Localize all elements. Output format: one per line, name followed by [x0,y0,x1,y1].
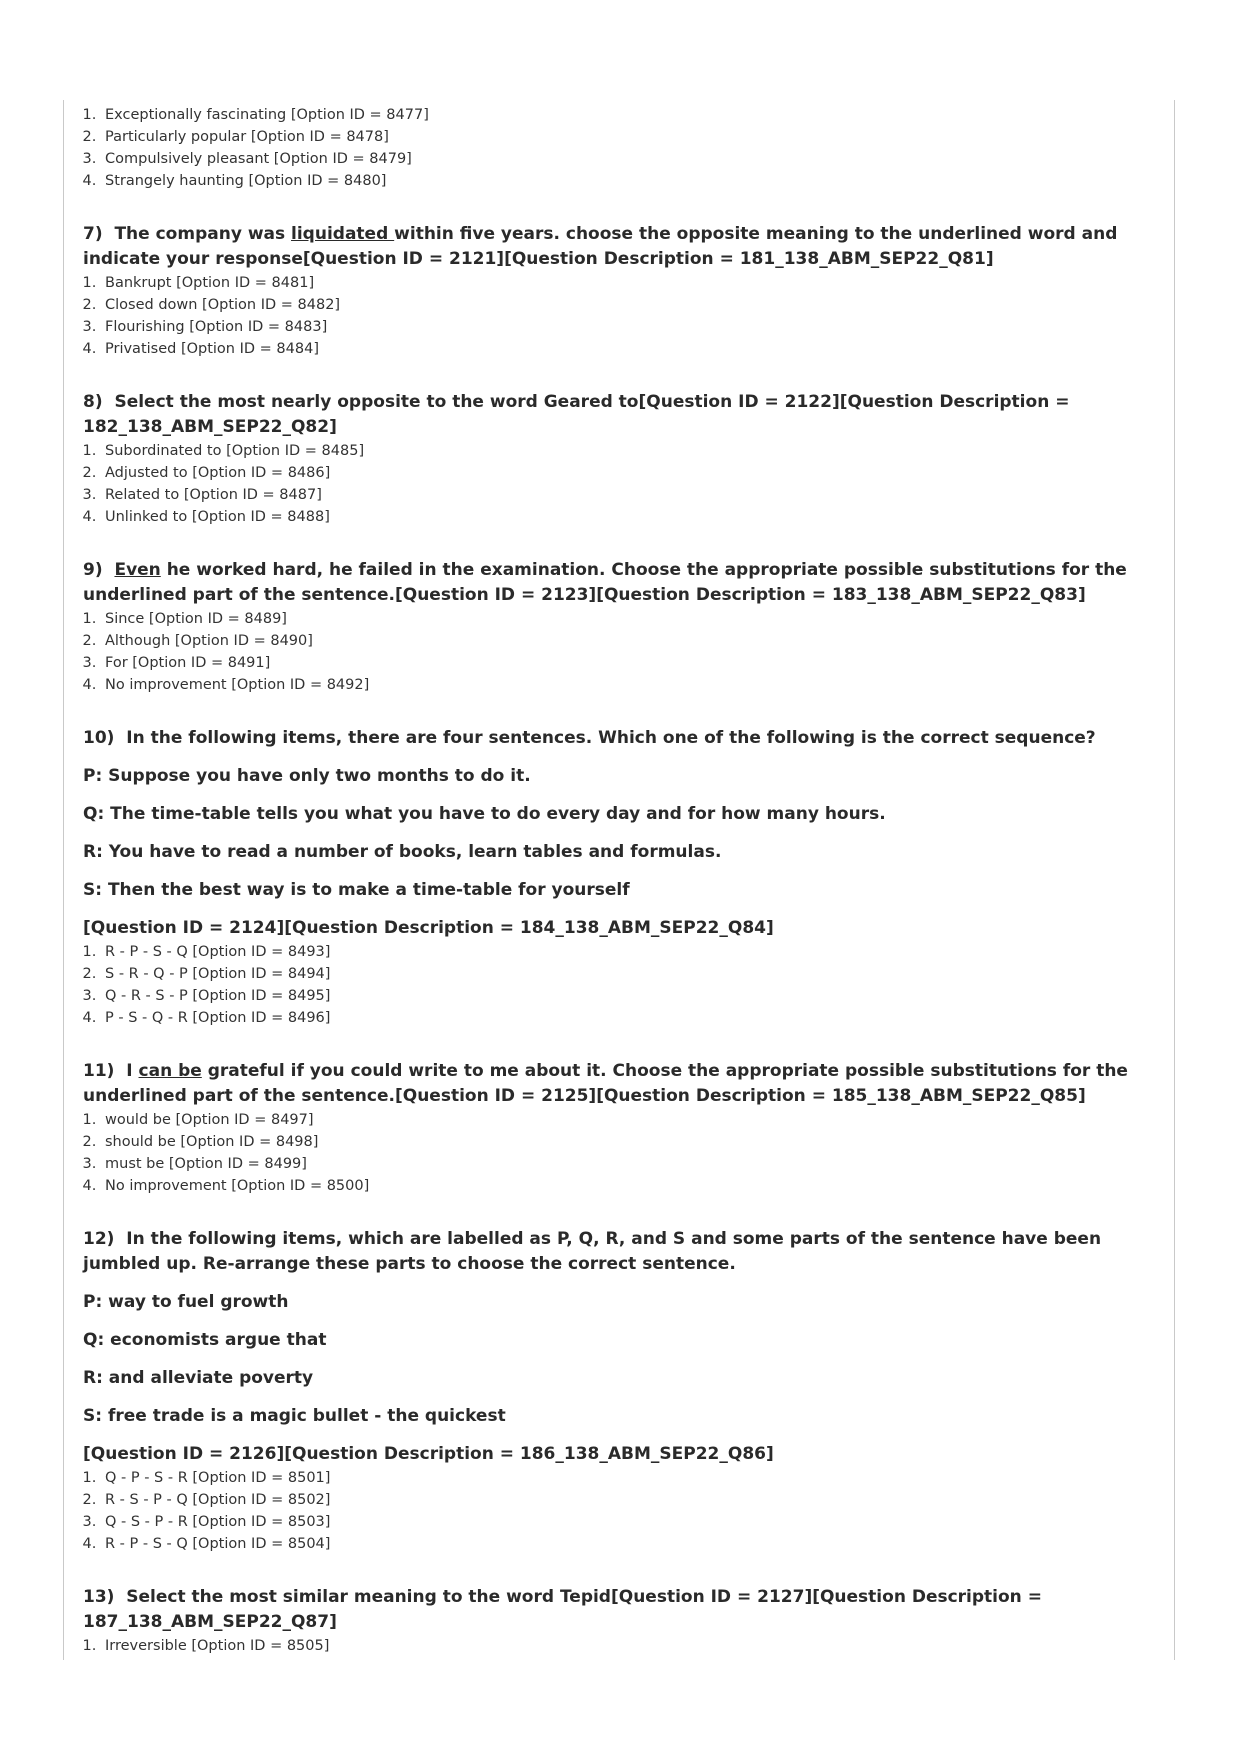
option-item: 3. For [Option ID = 8491] [101,652,1166,674]
option-item: 3. Q - R - S - P [Option ID = 8495] [101,985,1166,1007]
option-item: 2. should be [Option ID = 8498] [101,1131,1166,1153]
option-item: 2. Closed down [Option ID = 8482] [101,294,1166,316]
option-item: 1. Q - P - S - R [Option ID = 8501] [101,1467,1166,1489]
option-item: 2. Adjusted to [Option ID = 8486] [101,462,1166,484]
underlined-word: liquidated [291,224,395,244]
question-text: 11) I can be grateful if you could write to me about it. Choose the appropriate possible substitutions for the underlined part of the sentence.[Question ID = 2125][Question Description = 185_138_ABM_SEP22_Q85] [83,1061,1128,1106]
question-text: 8) Select the most nearly opposite to the word Geared to[Question ID = 2122][Question Description = 182_138_ABM_SEP22_Q82] [83,392,1070,437]
option-item: 3. Q - S - P - R [Option ID = 8503] [101,1511,1166,1533]
option-item: 2. R - S - P - Q [Option ID = 8502] [101,1489,1166,1511]
option-item: 2. Although [Option ID = 8490] [101,630,1166,652]
sentence-s: S: free trade is a magic bullet - the quickest [83,1406,506,1426]
option-item: 4. No improvement [Option ID = 8492] [101,674,1166,696]
option-list [76,1635,1166,1657]
question-text: 10) In the following items, there are four sentences. Which one of the following is the correct sequence? [83,728,1096,748]
option-item: 3. Compulsively pleasant [Option ID = 8479] [101,148,1166,170]
sentence-p: P: Suppose you have only two months to do it. [83,766,531,786]
option-list [76,608,1166,696]
option-list [76,440,1166,528]
question-8 [76,390,1166,528]
option-list [76,941,1166,1029]
sentence-r: R: and alleviate poverty [83,1368,314,1388]
option-item: 4. Privatised [Option ID = 8484] [101,338,1166,360]
question-text: 12) In the following items, which are labelled as P, Q, R, and S and some parts of the sentence have been jumbled up. Re-arrange these parts to choose the correct sentence. [83,1229,1102,1274]
question-id: [Question ID = 2126][Question Description = 186_138_ABM_SEP22_Q86] [83,1444,774,1464]
underlined-word: can be [138,1061,202,1081]
option-item: 4. Unlinked to [Option ID = 8488] [101,506,1166,528]
sentence-q: Q: economists argue that [83,1330,327,1350]
question-id: [Question ID = 2124][Question Description = 184_138_ABM_SEP22_Q84] [83,918,774,938]
sentence-q: Q: The time-table tells you what you have to do every day and for how many hours. [83,804,886,824]
option-item: 1. R - P - S - Q [Option ID = 8493] [101,941,1166,963]
underlined-word: Even [114,560,161,580]
option-item: 1. Since [Option ID = 8489] [101,608,1166,630]
question-text: 9) Even he worked hard, he failed in the examination. Choose the appropriate possible substitutions for the underlined part of the sentence.[Question ID = 2123][Question Description = 183_138_ABM_SEP22_Q83] [83,560,1127,605]
sentence-r: R: You have to read a number of books, learn tables and formulas. [83,842,722,862]
page-frame [63,100,1175,1660]
option-item: 3. Flourishing [Option ID = 8483] [101,316,1166,338]
option-item: 3. must be [Option ID = 8499] [101,1153,1166,1175]
question-text: 7) The company was liquidated within five years. choose the opposite meaning to the underlined word and indicate your response[Question ID = 2121][Question Description = 181_138_ABM_SEP22_Q81] [83,224,1118,269]
question-7 [76,222,1166,360]
option-list [76,1467,1166,1555]
sentence-s: S: Then the best way is to make a time-table for yourself [83,880,630,900]
option-list [76,104,1166,192]
question-11 [76,1059,1166,1197]
option-item: 3. Related to [Option ID = 8487] [101,484,1166,506]
option-item: 1. Subordinated to [Option ID = 8485] [101,440,1166,462]
option-item: 4. Strangely haunting [Option ID = 8480] [101,170,1166,192]
option-item: 4. R - P - S - Q [Option ID = 8504] [101,1533,1166,1555]
question-12 [76,1227,1166,1555]
question-10 [76,726,1166,1029]
option-list [76,1109,1166,1197]
option-list [76,272,1166,360]
question-9 [76,558,1166,696]
option-item: 4. No improvement [Option ID = 8500] [101,1175,1166,1197]
option-item: 2. S - R - Q - P [Option ID = 8494] [101,963,1166,985]
question-list [76,104,1166,1657]
option-item: 1. would be [Option ID = 8497] [101,1109,1166,1131]
question-13 [76,1585,1166,1657]
option-item: 1. Bankrupt [Option ID = 8481] [101,272,1166,294]
option-item: 4. P - S - Q - R [Option ID = 8496] [101,1007,1166,1029]
sentence-p: P: way to fuel growth [83,1292,289,1312]
option-item: 2. Particularly popular [Option ID = 8478] [101,126,1166,148]
option-item: 1. Irreversible [Option ID = 8505] [101,1635,1166,1657]
question-text: 13) Select the most similar meaning to the word Tepid[Question ID = 2127][Question Description = 187_138_ABM_SEP22_Q87] [83,1587,1042,1632]
option-item: 1. Exceptionally fascinating [Option ID = 8477] [101,104,1166,126]
